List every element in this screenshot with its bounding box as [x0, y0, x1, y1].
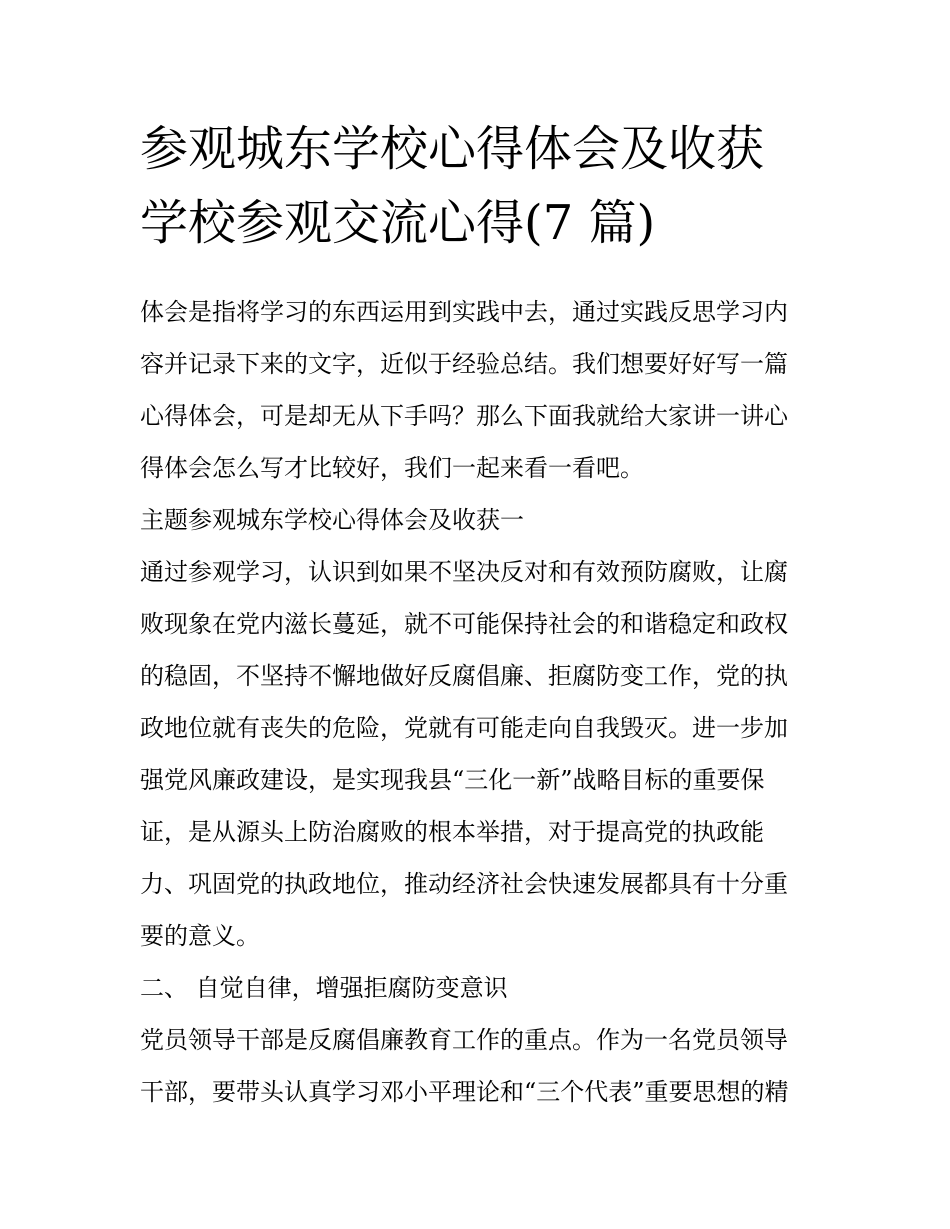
text-line: 要的意义。	[140, 922, 260, 950]
text-line: 的稳固，不坚持不懈地做好反腐倡廉、拒腐防变工作，党的执	[140, 662, 788, 690]
text-line: 得体会怎么写才比较好，我们一起来看一看吧。	[140, 454, 644, 482]
text-line: 容并记录下来的文字，近似于经验总结。我们想要好好写一篇	[140, 350, 788, 378]
section-heading-two	[140, 962, 812, 1014]
document-page	[140, 112, 812, 1118]
document-body	[140, 286, 812, 1118]
text-line: 干部，要带头认真学习邓小平理论和“三个代表”重要思想的精	[140, 1078, 789, 1106]
text-line: 通过参观学习，认识到如果不坚决反对和有效预防腐败，让腐	[140, 558, 788, 586]
text-line: 强党风廉政建设，是实现我县“三化一新”战略目标的重要保	[140, 766, 765, 794]
text-line: 力、巩固党的执政地位，推动经济社会快速发展都具有十分重	[140, 870, 788, 898]
text-line: 心得体会，可是却无从下手吗？那么下面我就给大家讲一讲心	[140, 402, 788, 430]
text-line: 败现象在党内滋长蔓延，就不可能保持社会的和谐稳定和政权	[140, 610, 788, 638]
document-title	[140, 112, 812, 260]
section-heading-one	[140, 494, 812, 546]
text-line: 体会是指将学习的东西运用到实践中去，通过实践反思学习内	[140, 298, 788, 326]
paragraph-one	[140, 546, 812, 962]
title-line: 参观城东学校心得体会及收获	[140, 121, 765, 177]
text-line: 证，是从源头上防治腐败的根本举措，对于提高党的执政能	[140, 818, 764, 846]
heading-text: 主题参观城东学校心得体会及收获一	[140, 506, 524, 534]
title-line: 学校参观交流心得(7 篇)	[140, 195, 656, 251]
heading-text: 二、 自觉自律，增强拒腐防变意识	[140, 974, 508, 1002]
intro-paragraph	[140, 286, 812, 494]
text-line: 党员领导干部是反腐倡廉教育工作的重点。作为一名党员领导	[140, 1026, 788, 1054]
text-line: 政地位就有丧失的危险，党就有可能走向自我毁灭。进一步加	[140, 714, 788, 742]
paragraph-two	[140, 1014, 812, 1118]
